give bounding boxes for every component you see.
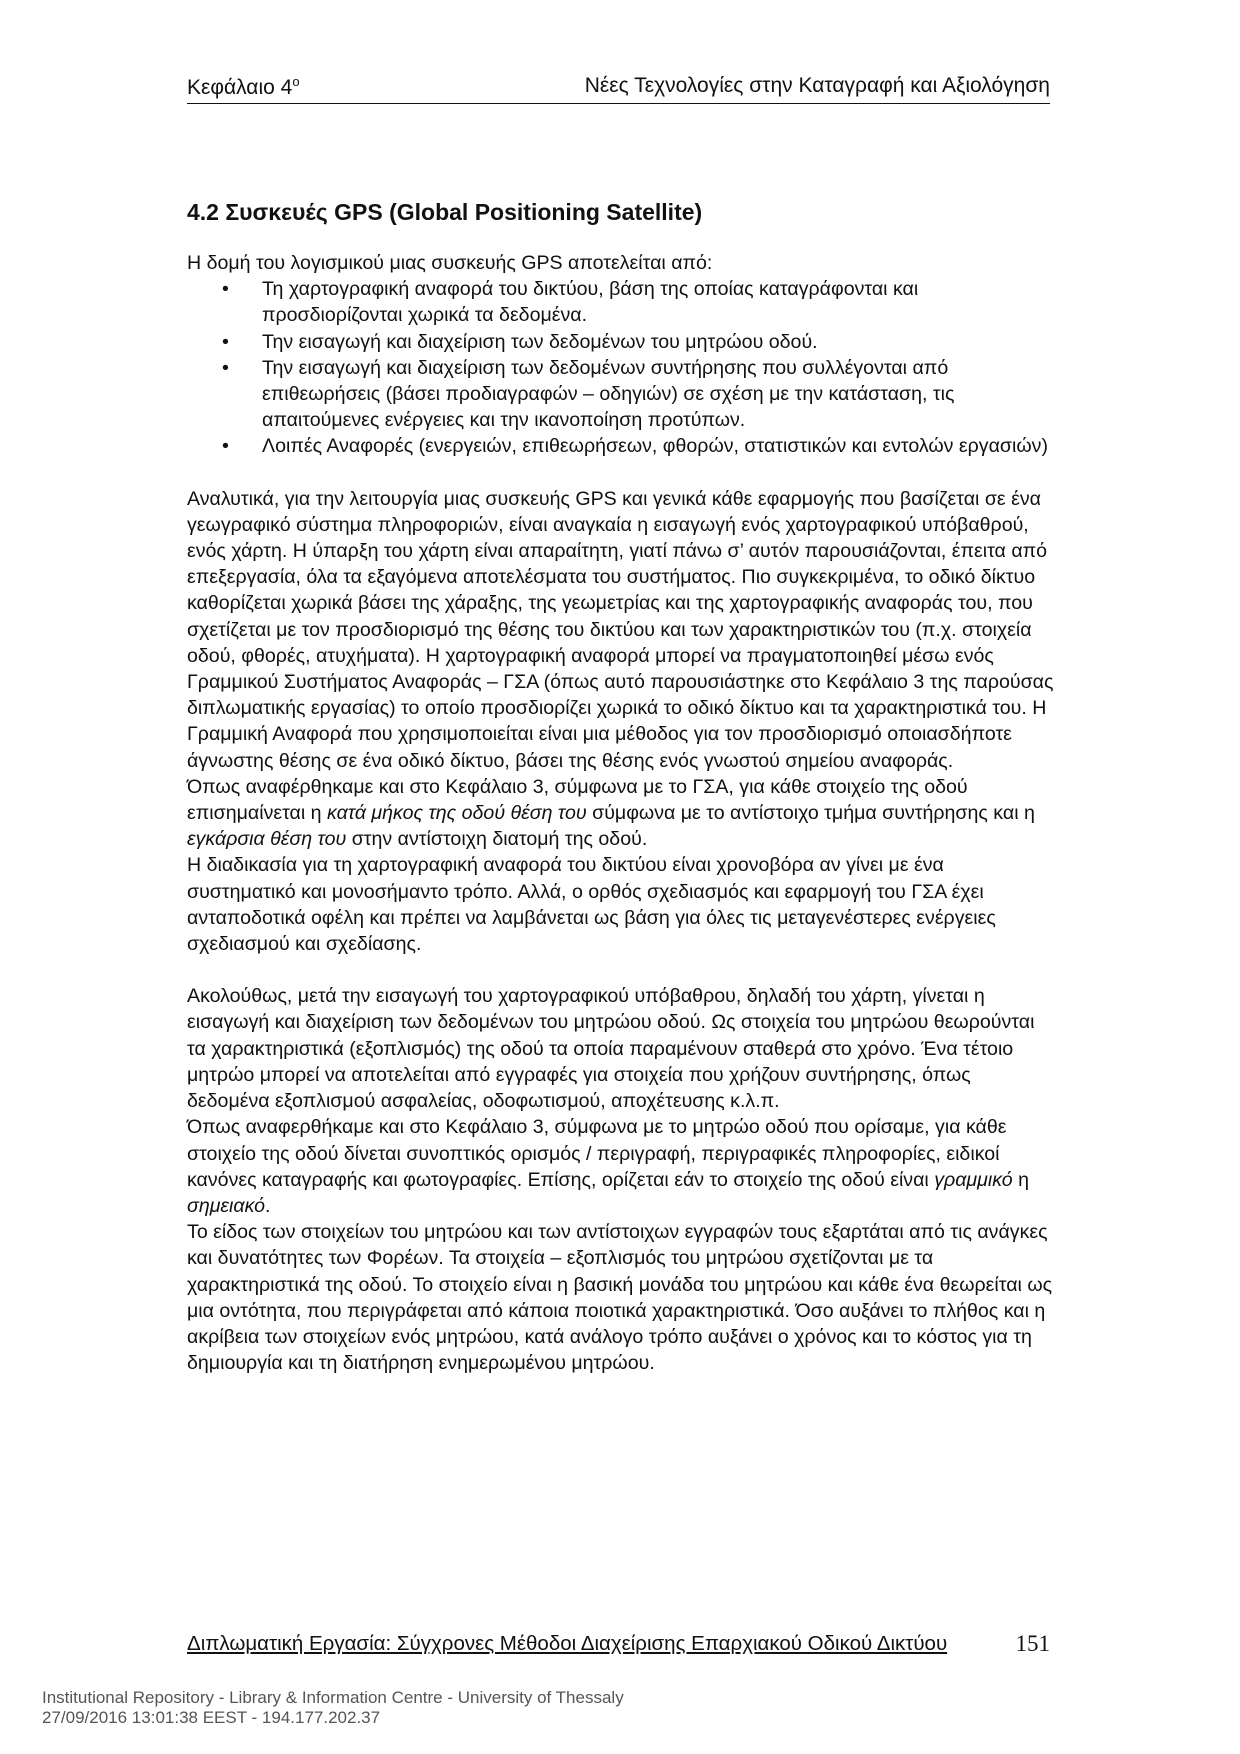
page-header xyxy=(187,70,1050,104)
running-title: Νέες Τεχνολογίες στην Καταγραφή και Αξιολόγηση xyxy=(584,74,1050,97)
chapter-label: Κεφάλαιο $4^o$ xyxy=(187,74,300,99)
section-title: 4.2 Συσκευές GPS (Global Positioning Satellite) xyxy=(187,199,703,225)
thesis-title: Διπλωματική Εργασία: Σύγχρονες Μέθοδοι Διαχείρισης Επαρχιακού Οδικού Δικτύου xyxy=(187,1632,948,1655)
intro-paragraph: Η δομή του λογισμικού μιας συσκευής GPS αποτελείται από: xyxy=(187,252,713,274)
access-timestamp: 27/09/2016 13:01:38 EEST - 194.177.202.37 xyxy=(42,1708,381,1727)
repository-stamp xyxy=(42,1688,624,1728)
main-content xyxy=(187,198,1057,1376)
paragraph-road-registry: Ακολούθως, μετά την εισαγωγή του χαρτογραφικού υπόβαθρου, δηλαδή του χάρτη, γίνεται η εισαγωγή και διαχείριση των δεδομένων του μητρώου οδού. Ως στοιχεία του μητρώου θεωρούνται τα χαρακτηριστικά (εξοπλισμός) της οδού τα οποία παραμένουν σταθερά στο χρόνο. Ένα τέτοιο μητρώο μπορεί να αποτελείται από εγγραφές για στοιχεία που χρήζουν συντήρησης, όπως δεδομένα εξοπλισμού ασφαλείας, οδοφωτισμού, αποχέτευσης κ.λ.π. xyxy=(187,985,1035,1113)
paragraph-gis-map: Αναλυτικά, για την λειτουργία μιας συσκευής GPS και γενικά κάθε εφαρμογής που βασίζεται σε ένα γεωγραφικό σύστημα πληροφοριών, είναι αναγκαία η εισαγωγή ενός χαρτογραφικού υπόβαθρού, ενός χάρτη. Η ύπαρξη του χάρτη είναι απαραίτητη, γιατί πάνω σ’ αυτόν παρουσιάζονται, έπειτα από επεξεργασία, όλα τα εξαγόμενα αποτελέσματα του συστήματος. Πιο συγκεκριμένα, το οδικό δίκτυο καθορίζεται χωρικά βάσει της χάραξης, της γεωμετρίας και της χαρτογραφικής αναφοράς του, που σχετίζεται με τον προσδιορισμό της θέσης του δικτύου και των χαρακτηριστικών του (π.χ. στοιχεία οδού, φθορές, ατυχήματα). Η χαρτογραφική αναφορά μπορεί να πραγματοποιηθεί μέσω ενός Γραμμικού Συστήματος Αναφοράς – ΓΣΑ (όπως αυτό παρουσιάστηκε στο Κεφάλαιο 3 της παρούσας διπλωματικής εργασίας) το οποίο προσδιορίζει χωρικά το οδικό δίκτυο και τα χαρακτηριστικά του. Η Γραμμική Αναφορά που χρησιμοποιείται είναι μια μέθοδος για τον προσδιορισμό οποιασδήποτε άγνωστης θέσης σε ένα οδικό δίκτυο, βάσει της θέσης ενός γνωστού σημείου αναφοράς. xyxy=(187,487,1054,772)
list-item: • Τη χαρτογραφική αναφορά του δικτύου, βάση της οποίας καταγράφονται και προσδιορίζονται χωρικά τα δεδομένα. xyxy=(262,276,1057,328)
list-item: • Την εισαγωγή και διαχείριση των δεδομένων του μητρώου οδού. xyxy=(262,329,1057,355)
repository-line: Institutional Repository - Library & Information Centre - University of Thessaly xyxy=(42,1688,624,1707)
page-footer xyxy=(187,1630,1050,1657)
paragraph-registry-definition: Όπως αναφερθήκαμε και στο Κεφάλαιο 3, σύμφωνα με το μητρώο οδού που ορίσαμε, για κάθε στοιχείο της οδού δίνεται συνοπτικός ορισμός / περιγραφή, περιγραφικές πληροφορίες, ειδικοί κανόνες καταγραφής και φωτογραφίες. Επίσης, ορίζεται εάν το στοιχείο της οδού είναι γραμμικό η σημειακό. xyxy=(187,1116,1030,1217)
structure-list xyxy=(187,276,1057,459)
list-item: • Την εισαγωγή και διαχείριση των δεδομένων συντήρησης που συλλέγονται από επιθεωρήσεις (βάσει προδιαγραφών – οδηγιών) σε σχέση με την κατάσταση, τις απαιτούμενες ενέργειες και την ικανοποίηση προτύπων. xyxy=(262,355,1057,434)
page-number: 151 xyxy=(1015,1631,1050,1656)
paragraph-mapping-procedure: Η διαδικασία για τη χαρτογραφική αναφορά του δικτύου είναι χρονοβόρα αν γίνει με ένα συστηματικό και μονοσήμαντο τρόπο. Αλλά, ο ορθός σχεδιασμός και εφαρμογή του ΓΣΑ έχει ανταποδοτικά οφέλη και πρέπει να λαμβάνεται ως βάση για όλες τις μεταγενέστερες ενέργειες σχεδιασμού και σχεδίασης. xyxy=(187,854,996,956)
list-item: • Λοιπές Αναφορές (ενεργειών, επιθεωρήσεων, φθορών, στατιστικών και εντολών εργασιών) xyxy=(262,433,1057,459)
paragraph-registry-elements: Το είδος των στοιχείων του μητρώου και των αντίστοιχων εγγραφών τους εξαρτάται από τις ανάγκες και δυνατότητες των Φορέων. Τα στοιχεία – εξοπλισμός του μητρώου σχετίζονται με τα χαρακτηριστικά της οδού. Το στοιχείο είναι η βασική μονάδα του μητρώου και κάθε ένα θεωρείται ως μια οντότητα, που περιγράφεται από κάποια ποιοτικά χαρακτηριστικά. Όσο αυξάνει το πλήθος και η ακρίβεια των στοιχείων ενός μητρώου, κατά ανάλογο τρόπο αυξάνει ο χρόνος και το κόστος για τη δημιουργία και τη διατήρηση ενημερωμένου μητρώου. xyxy=(187,1221,1053,1375)
paragraph-gsa-position: Όπως αναφέρθηκαμε και στο Κεφάλαιο 3, σύμφωνα με το ΓΣΑ, για κάθε στοιχείο της οδού επισημαίνεται η κατά μήκος της οδού θέση του σύμφωνα με το αντίστοιχο τμήμα συντήρησης και η εγκάρσια θέση του στην αντίστοιχη διατομή της οδού. xyxy=(187,775,1035,851)
